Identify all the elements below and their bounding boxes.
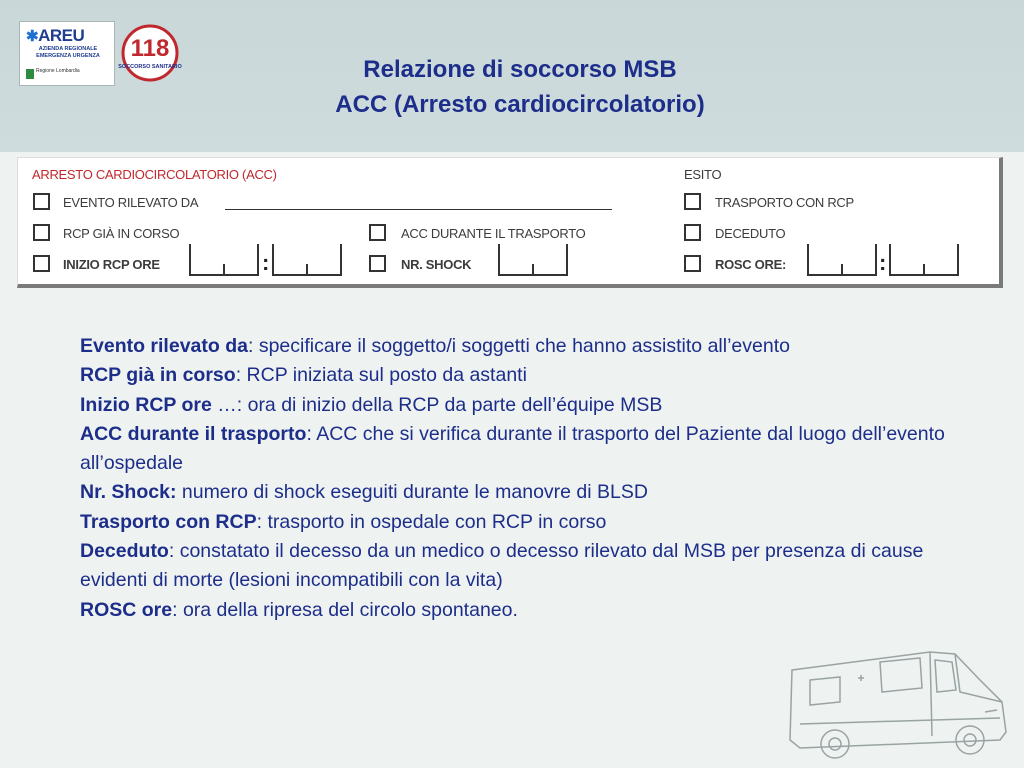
label-acc-trasporto: ACC DURANTE IL TRASPORTO <box>401 226 586 241</box>
checkbox-deceduto[interactable] <box>684 224 701 241</box>
definition-text: ora della ripresa del circolo spontaneo. <box>182 598 518 621</box>
ambulance-illustration <box>780 640 1020 768</box>
definition-term: Trasporto con RCP <box>80 510 257 533</box>
checkbox-evento-rilevato[interactable] <box>33 193 50 210</box>
inizio-rcp-hours[interactable] <box>189 246 259 276</box>
definition-term: Evento rilevato da <box>80 335 248 357</box>
definition-text: trasporto in ospedale con RCP in corso <box>267 510 607 533</box>
evento-rilevato-line[interactable] <box>225 209 612 210</box>
definition-text: numero di shock eseguiti durante le manovre di BLSD <box>181 481 648 504</box>
checkbox-trasporto-rcp[interactable] <box>684 193 701 210</box>
definition-term: Deceduto <box>80 540 169 563</box>
definition-term: Nr. Shock: <box>80 481 177 504</box>
form-outcome-title: ESITO <box>684 167 722 182</box>
label-deceduto: DECEDUTO <box>715 226 786 241</box>
definition-text: constatato il decesso da un medico o decesso rilevato dal MSB per presenza di cause evidenti di morte (lesioni incompatibili con la vita) <box>80 540 924 592</box>
definition-item: ACC durante il trasporto: ACC che si verifica durante il trasporto del Paziente dal luogo dell’evento all’ospedale <box>80 422 945 475</box>
inizio-rcp-minutes[interactable] <box>272 246 342 276</box>
label-nr-shock: NR. SHOCK <box>401 257 472 272</box>
label-rosc: ROSC ORE: <box>715 257 786 272</box>
label-inizio-rcp: INIZIO RCP ORE <box>63 257 160 272</box>
inizio-rcp-colon: : <box>262 250 270 275</box>
definition-text: specificare il soggetto/i soggetti che hanno assistito all’evento <box>258 335 790 357</box>
header-band <box>0 0 1024 152</box>
label-trasporto-rcp: TRASPORTO CON RCP <box>715 195 854 210</box>
form-excerpt <box>17 157 1003 288</box>
definition-text: RCP iniziata sul posto da astanti <box>246 364 527 387</box>
title-line-1: Relazione di soccorso MSB <box>363 56 677 83</box>
definition-item: Evento rilevato da: specificare il soggetto/i soggetti che hanno assistito all’evento <box>80 335 790 357</box>
definition-item: Deceduto: constatato il decesso da un medico o decesso rilevato dal MSB per presenza di cause evidenti di morte (lesioni incompatibili con la vita) <box>80 540 924 592</box>
logo-118-text: SOCCORSO SANITARIO <box>118 64 182 70</box>
label-rcp-in-corso: RCP GIÀ IN CORSO <box>63 226 180 241</box>
definition-item: RCP già in corso: RCP iniziata sul posto da astanti <box>80 364 527 387</box>
definition-item: Inizio RCP ore …: ora di inizio della RCP da parte dell’équipe MSB <box>80 393 663 416</box>
checkbox-nr-shock[interactable] <box>369 255 386 272</box>
definition-item: ROSC ore: ora della ripresa del circolo spontaneo. <box>80 598 518 621</box>
form-section-title: ARRESTO CARDIOCIRCOLATORIO (ACC) <box>32 167 277 182</box>
definition-term: ROSC ore <box>80 598 173 621</box>
areu-subtitle: AZIENDA REGIONALE EMERGENZA URGENZA <box>36 46 100 59</box>
definitions-list <box>80 332 970 625</box>
rosc-colon: : <box>879 250 887 275</box>
definition-term: RCP già in corso <box>80 364 236 387</box>
areu-brand: AREU <box>38 26 85 45</box>
definition-term: ACC durante il trasporto <box>80 422 307 445</box>
page-title <box>0 52 1024 122</box>
checkbox-acc-trasporto[interactable] <box>369 224 386 241</box>
definition-text: ACC che si verifica durante il trasporto del Paziente dal luogo dell’evento all’ospedale <box>80 422 945 475</box>
definition-item: Trasporto con RCP: trasporto in ospedale con RCP in corso <box>80 510 607 533</box>
checkbox-rcp-in-corso[interactable] <box>33 224 50 241</box>
definition-text: ora di inizio della RCP da parte dell’équipe MSB <box>247 393 663 416</box>
nr-shock-field[interactable] <box>498 246 568 276</box>
ambulance-icon <box>780 640 1020 768</box>
checkbox-inizio-rcp[interactable] <box>33 255 50 272</box>
label-evento-rilevato: EVENTO RILEVATO DA <box>63 195 199 210</box>
title-line-2: ACC (Arresto cardiocircolatorio) <box>335 91 705 118</box>
definition-item <box>80 478 970 507</box>
areu-region: Regione Lombardia <box>36 68 80 74</box>
checkbox-rosc[interactable] <box>684 255 701 272</box>
rosc-minutes[interactable] <box>889 246 959 276</box>
definition-term: Inizio RCP ore <box>80 393 212 416</box>
logo-118-number: 118 <box>130 35 170 62</box>
star-of-life-icon: ✱ <box>26 28 39 45</box>
rosc-hours[interactable] <box>807 246 877 276</box>
